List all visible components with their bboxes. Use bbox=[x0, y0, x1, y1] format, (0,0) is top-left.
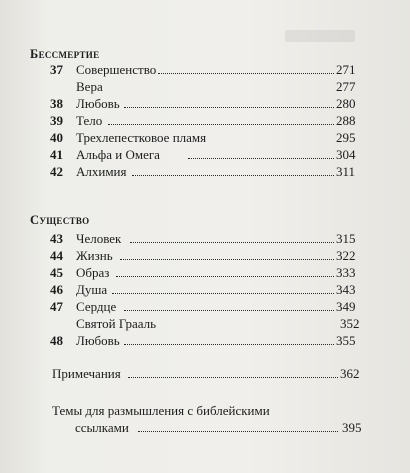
page-number: 333 bbox=[336, 265, 356, 280]
dot-leader bbox=[188, 158, 334, 159]
chapter-number: 43 bbox=[50, 231, 63, 246]
chapter-title: Святой Грааль bbox=[76, 316, 157, 331]
dot-leader bbox=[128, 377, 338, 378]
dot-leader bbox=[116, 276, 334, 277]
toc-entry bbox=[0, 247, 410, 264]
chapter-number: 48 bbox=[50, 333, 63, 348]
chapter-title: Трехлепестковое пламя bbox=[76, 130, 207, 145]
toc-entry bbox=[0, 112, 410, 129]
toc-entry-notes bbox=[0, 365, 410, 382]
toc-entry bbox=[0, 264, 410, 281]
chapter-number: 45 bbox=[50, 265, 63, 280]
dot-leader bbox=[124, 107, 334, 108]
chapter-title: Любовь bbox=[76, 333, 120, 348]
page-number: 271 bbox=[336, 62, 356, 77]
chapter-title: Вера bbox=[76, 79, 103, 94]
toc-entry bbox=[0, 298, 410, 315]
page-number: 362 bbox=[340, 366, 360, 381]
chapter-title: Альфа и Омега bbox=[76, 147, 160, 162]
chapter-number: 39 bbox=[50, 113, 63, 128]
page-number: 343 bbox=[336, 282, 356, 297]
section-title-being: Существо bbox=[30, 213, 90, 227]
chapter-number: 42 bbox=[50, 164, 63, 179]
toc-entry bbox=[0, 163, 410, 180]
notes-title: Примечания bbox=[52, 366, 121, 381]
toc-entry bbox=[0, 95, 410, 112]
toc-entry bbox=[0, 332, 410, 349]
dot-leader bbox=[108, 124, 334, 125]
chapter-title: Алхимия bbox=[76, 164, 127, 179]
chapter-number: 37 bbox=[50, 62, 63, 77]
toc-entry-themes bbox=[0, 419, 410, 436]
chapter-number: 44 bbox=[50, 248, 63, 263]
page-number: 355 bbox=[336, 333, 356, 348]
dot-leader bbox=[112, 293, 334, 294]
chapter-title: Жизнь bbox=[76, 248, 113, 263]
dot-leader bbox=[132, 175, 334, 176]
page-number: 315 bbox=[336, 231, 356, 246]
chapter-number: 40 bbox=[50, 130, 63, 145]
dot-leader bbox=[138, 431, 338, 432]
page-number: 352 bbox=[340, 316, 360, 331]
chapter-title: Человек bbox=[76, 231, 122, 246]
toc-entry bbox=[0, 315, 410, 332]
bleed-through-mark bbox=[285, 30, 355, 42]
page-number: 304 bbox=[336, 147, 356, 162]
chapter-title: Сердце bbox=[76, 299, 117, 314]
chapter-number: 47 bbox=[50, 299, 63, 314]
chapter-title: Тело bbox=[76, 113, 103, 128]
page-number: 349 bbox=[336, 299, 356, 314]
chapter-title: Любовь bbox=[76, 96, 120, 111]
toc-entry bbox=[0, 78, 410, 95]
toc-entry bbox=[0, 129, 410, 146]
themes-title-line2: ссылками bbox=[75, 420, 129, 435]
chapter-title: Душа bbox=[76, 282, 108, 297]
chapter-number: 46 bbox=[50, 282, 63, 297]
page-number: 295 bbox=[336, 130, 356, 145]
chapter-number: 38 bbox=[50, 96, 63, 111]
toc-entry bbox=[0, 281, 410, 298]
dot-leader bbox=[158, 73, 334, 74]
dot-leader bbox=[124, 310, 334, 311]
chapter-number: 41 bbox=[50, 147, 63, 162]
themes-title-line1: Темы для размышления с библейскими bbox=[52, 403, 270, 418]
page-number: 311 bbox=[336, 164, 356, 179]
toc-entry bbox=[0, 146, 410, 163]
page-number: 277 bbox=[336, 79, 356, 94]
page-number: 288 bbox=[336, 113, 356, 128]
toc-entry bbox=[0, 230, 410, 247]
page-number: 280 bbox=[336, 96, 356, 111]
page-number: 395 bbox=[342, 420, 362, 435]
page-number: 322 bbox=[336, 248, 356, 263]
chapter-title: Образ bbox=[76, 265, 110, 280]
chapter-title: Совершенство bbox=[76, 62, 157, 77]
toc-entry bbox=[0, 61, 410, 78]
dot-leader bbox=[120, 259, 334, 260]
dot-leader bbox=[124, 344, 334, 345]
dot-leader bbox=[130, 242, 334, 243]
section-title-immortality: Бессмертие bbox=[30, 47, 100, 61]
